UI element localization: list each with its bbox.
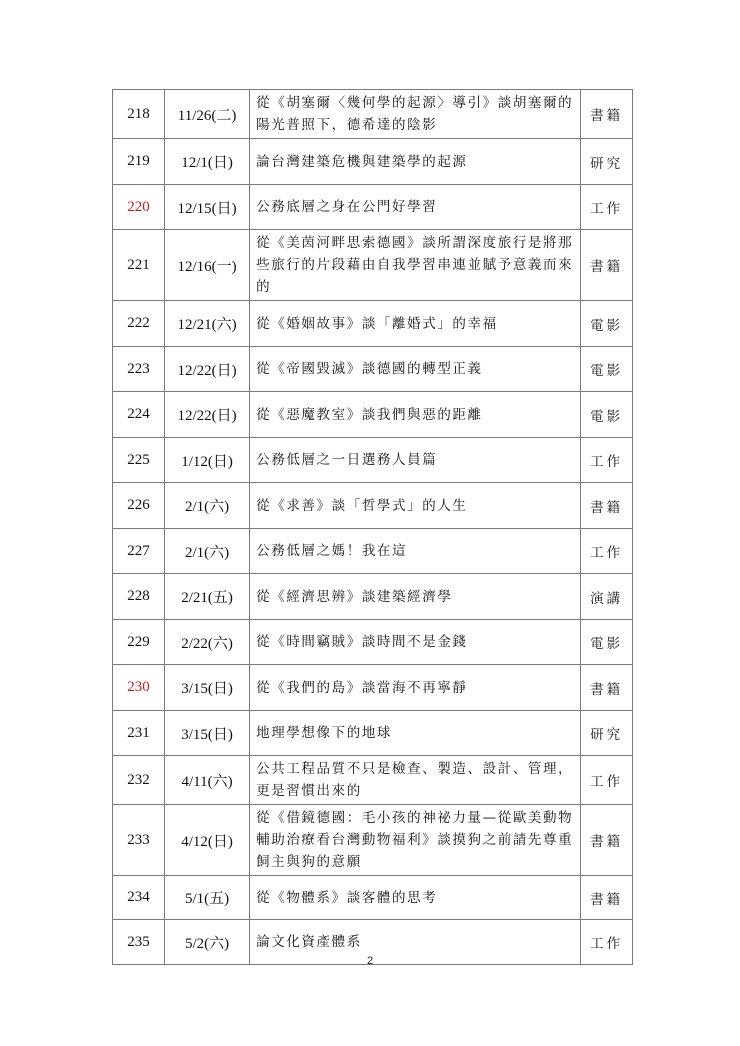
entry-number: 233 [113, 805, 165, 876]
entry-title: 從《胡塞爾〈幾何學的起源〉導引》談胡塞爾的陽光普照下，德希達的陰影 [250, 90, 581, 139]
article-log-table [112, 89, 633, 965]
entry-number: 221 [113, 230, 165, 301]
entry-title: 從《婚姻故事》談「離婚式」的幸福 [250, 301, 581, 347]
entry-number: 228 [113, 574, 165, 620]
entry-category: 工作 [581, 756, 633, 805]
table-row [113, 711, 633, 756]
entry-category: 書籍 [581, 483, 633, 529]
entry-category: 書籍 [581, 665, 633, 711]
entry-title: 地理學想像下的地球 [250, 711, 581, 756]
entry-number: 232 [113, 756, 165, 805]
entry-category: 電影 [581, 347, 633, 392]
entry-category: 書籍 [581, 230, 633, 301]
entry-date: 4/12(日) [165, 805, 250, 876]
entry-title: 從《時間竊賊》談時間不是金錢 [250, 620, 581, 665]
table-row [113, 301, 633, 347]
entry-date: 12/1(日) [165, 139, 250, 185]
entry-title: 從《惡魔教室》談我們與惡的距離 [250, 392, 581, 438]
entry-title: 論文化資產體系 [250, 920, 581, 965]
entry-date: 5/2(六) [165, 920, 250, 965]
entry-title: 公共工程品質不只是檢查、製造、設計、管理，更是習慣出來的 [250, 756, 581, 805]
entry-category: 演講 [581, 574, 633, 620]
entry-date: 12/22(日) [165, 392, 250, 438]
entry-number: 227 [113, 529, 165, 574]
entry-title: 公務底層之身在公門好學習 [250, 185, 581, 230]
entry-date: 2/22(六) [165, 620, 250, 665]
entry-date: 4/11(六) [165, 756, 250, 805]
entry-date: 2/21(五) [165, 574, 250, 620]
table-row [113, 665, 633, 711]
entry-category: 工作 [581, 438, 633, 483]
table-row [113, 483, 633, 529]
entry-date: 2/1(六) [165, 483, 250, 529]
entry-title: 從《帝國毀滅》談德國的轉型正義 [250, 347, 581, 392]
entry-date: 12/22(日) [165, 347, 250, 392]
entry-number: 219 [113, 139, 165, 185]
entry-category: 書籍 [581, 876, 633, 920]
entry-number: 218 [113, 90, 165, 139]
table-body [113, 90, 633, 965]
entry-category: 書籍 [581, 90, 633, 139]
entry-category: 研究 [581, 139, 633, 185]
entry-number: 235 [113, 920, 165, 965]
entry-number: 234 [113, 876, 165, 920]
entry-number: 226 [113, 483, 165, 529]
table-row [113, 347, 633, 392]
entry-number: 222 [113, 301, 165, 347]
entry-date: 3/15(日) [165, 665, 250, 711]
table-row [113, 620, 633, 665]
entry-number: 229 [113, 620, 165, 665]
entry-category: 電影 [581, 301, 633, 347]
table-row [113, 139, 633, 185]
entry-number: 220 [113, 185, 165, 230]
entry-date: 12/16(一) [165, 230, 250, 301]
entry-date: 12/15(日) [165, 185, 250, 230]
entry-category: 書籍 [581, 805, 633, 876]
table-row [113, 529, 633, 574]
entry-number: 225 [113, 438, 165, 483]
table-row [113, 756, 633, 805]
page-number: 2 [366, 955, 374, 967]
entry-category: 電影 [581, 392, 633, 438]
table-row [113, 876, 633, 920]
entry-category: 研究 [581, 711, 633, 756]
entry-title: 從《借鏡德國：毛小孩的神祕力量—從歐美動物輔助治療看台灣動物福利》談摸狗之前請先尊重飼主與狗的意願 [250, 805, 581, 876]
entry-category: 工作 [581, 920, 633, 965]
entry-number: 224 [113, 392, 165, 438]
entry-title: 從《經濟思辨》談建築經濟學 [250, 574, 581, 620]
table-row [113, 438, 633, 483]
entry-title: 從《我們的島》談當海不再寧靜 [250, 665, 581, 711]
table-row [113, 574, 633, 620]
entry-date: 11/26(二) [165, 90, 250, 139]
entry-title: 從《求善》談「哲學式」的人生 [250, 483, 581, 529]
entry-date: 3/15(日) [165, 711, 250, 756]
entry-category: 工作 [581, 185, 633, 230]
entry-title: 公務低層之一日選務人員篇 [250, 438, 581, 483]
table-row [113, 230, 633, 301]
entry-number: 230 [113, 665, 165, 711]
table-row [113, 805, 633, 876]
entry-date: 2/1(六) [165, 529, 250, 574]
entry-date: 5/1(五) [165, 876, 250, 920]
entry-category: 電影 [581, 620, 633, 665]
entry-number: 223 [113, 347, 165, 392]
entry-title: 論台灣建築危機與建築學的起源 [250, 139, 581, 185]
entry-date: 12/21(六) [165, 301, 250, 347]
entry-number: 231 [113, 711, 165, 756]
table-row [113, 392, 633, 438]
entry-title: 公務低層之媽！我在這 [250, 529, 581, 574]
entry-date: 1/12(日) [165, 438, 250, 483]
table-row [113, 185, 633, 230]
entry-title: 從《物體系》談客體的思考 [250, 876, 581, 920]
table-row [113, 90, 633, 139]
entry-category: 工作 [581, 529, 633, 574]
entry-title: 從《美茵河畔思索德國》談所謂深度旅行是將那些旅行的片段藉由自我學習串連並賦予意義而來的 [250, 230, 581, 301]
